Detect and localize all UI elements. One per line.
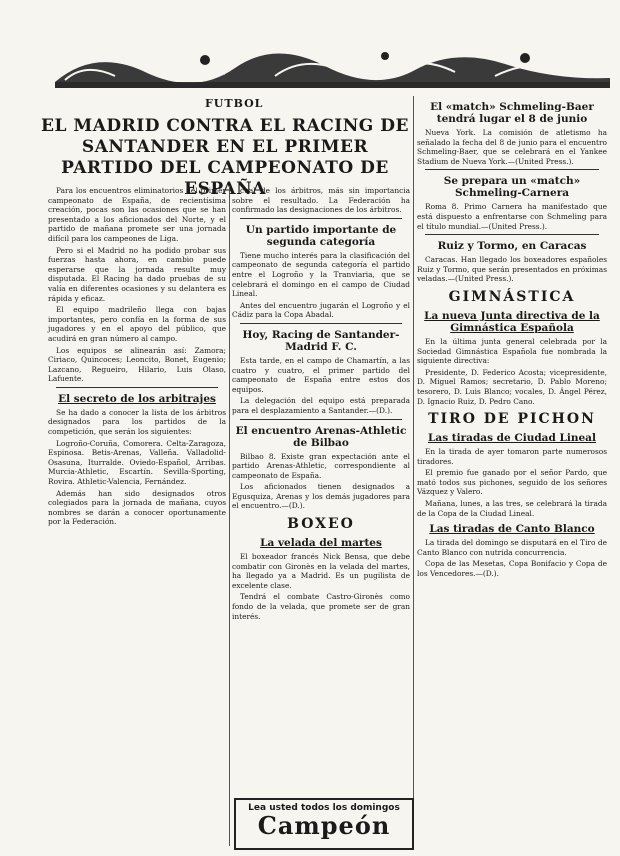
section-gimnastica: GIMNÁSTICA	[448, 288, 576, 305]
paragraph: Copa de las Mesetas, Copa Bonifacio y Copa de los Vencedores.—(D.).	[417, 559, 607, 579]
subhead-carnera: Se prepara un «match» Schmeling-Carnera	[443, 175, 581, 200]
divider	[240, 218, 402, 219]
column-divider	[229, 186, 230, 846]
subhead-ciudad-lineal: Las tiradas de Ciudad Lineal	[428, 432, 596, 445]
paragraph: El premio fue ganado por el señor Pardo, que mató todos sus pichones, seguido de los señores Vázquez y Valero.	[417, 468, 607, 497]
subhead-arbitrajes: El secreto de los arbitrajes	[58, 392, 216, 405]
paragraph: La delegación del equipo está preparada para el desplazamiento a Santander.—(D.).	[232, 396, 410, 415]
subhead-ruiz: Ruiz y Tormo, en Caracas	[437, 240, 587, 253]
paragraph: Esta tarde, en el campo de Chamartín, a las cuatro y cuatro, el primer partido del campeonato de España entre estos dos equipos.	[232, 355, 410, 394]
divider	[240, 323, 402, 324]
paragraph: Tiene mucho interés para la clasificación del campeonato de segunda categoría el partido entre el Logroño y la Tranviaria, que se celebrará el domingo en el campo de Ciudad Lineal.	[232, 250, 410, 299]
divider	[425, 169, 599, 170]
paragraph: cual de los árbitros, más sin importancia sobre el resultado. La Federación ha confirmado las designaciones de los árbitros.	[232, 186, 410, 215]
paragraph: Bilbao 8. Existe gran expectación ante el partido Arenas-Athletic, correspondiente al campeonato de España.	[232, 451, 410, 480]
paragraph: Antes del encuentro jugarán el Logroño y el Cádiz para la Copa Abadal.	[232, 300, 410, 320]
divider	[425, 234, 599, 235]
subhead-schmeling: El «match» Schmeling-Baer tendrá lugar el 8 de junio	[430, 101, 594, 125]
paragraph: El equipo madrileño llega con bajas importantes, pero confía en la forma de sus jugadores y en el apoyo del público, que acudirá en gran número al campo.	[48, 305, 226, 343]
subhead-canto-blanco: Las tiradas de Canto Blanco	[429, 523, 595, 536]
paragraph: Nueva York. La comisión de atletismo ha señalado la fecha del 8 de junio para el encuentro Schmeling-Baer, que se celebrará en el Yankee Stadium de Nueva York.—(United Press.).	[417, 128, 607, 166]
paragraph: En la última junta general celebrada por la Sociedad Gimnástica Española fue nombrada la siguiente directiva:	[417, 336, 607, 366]
paragraph: Además han sido designados otros colegiados para la jornada de mañana, cuyos nombres se darán a conocer oportunamente por la Federación.	[48, 488, 226, 527]
paragraph: Los aficionados tienen designados a Egusquiza, Arenas y los demás jugadores para el encuentro.—(D.).	[232, 482, 410, 511]
paragraph: Roma 8. Primo Carnera ha manifestado que está dispuesto a enfrentarse con Schmeling para el título mundial.—(United Press.).	[417, 202, 607, 231]
paragraph: En la tirada de ayer tomaron parte numerosos tiradores.	[417, 447, 607, 466]
main-headline: EL MADRID CONTRA EL RACING DE SANTANDER EN EL PRIMER PARTIDO DEL CAMPEONATO DE ESPAÑA	[41, 116, 409, 199]
subhead-velada: La velada del martes	[260, 537, 382, 550]
column-2	[232, 186, 410, 623]
paragraph: Tendrá el combate Castro-Gironès como fondo de la velada, que promete ser de gran interés.	[232, 592, 410, 621]
paragraph: Pero si el Madrid no ha podido probar sus fuerzas hasta ahora, en cambio puede esperarse que la jornada resulte muy disputada. El Racing ha dado pruebas de su valía en diferentes ocasiones y su delantera es rápida y eficaz.	[48, 245, 226, 303]
subhead-segunda: Un partido importante de segunda categoría	[245, 223, 397, 248]
paragraph: Caracas. Han llegado los boxeadores españoles Ruiz y Tormo, que serán presentados en próximas veladas.—(United Press.).	[417, 255, 607, 284]
subhead-hoy: Hoy, Racing de Santander-Madrid F. C.	[242, 328, 400, 353]
section-label: FUTBOL	[205, 97, 264, 110]
column-1	[48, 186, 226, 529]
section-tiro: TIRO DE PICHON	[428, 411, 596, 428]
ad-tagline: Lea usted todos los domingos	[248, 803, 400, 813]
paragraph: El boxeador francés Nick Bensa, que debe combatir con Gironès en la velada del martes, ha llegado ya a Madrid. Es un pugilista de excelente clase.	[232, 552, 410, 590]
campeon-advertisement	[234, 798, 414, 850]
paragraph: Presidente, D. Federico Acosta; vicepresidente, D. Miguel Ramos; secretario, D. Pablo Moreno; tesorero, D. Luis Blanco; vocales, D. Ángel Pérez, D. Ignacio Ruiz, D. Pedro Cano.	[417, 367, 607, 406]
subhead-junta: La nueva Junta directiva de la Gimnástica Española	[424, 309, 600, 334]
section-boxeo: BOXEO	[287, 516, 355, 533]
paragraph: Para los encuentros eliminatorios del primer campeonato de España, de recientísima creación, pocas son las ocasiones que se han presentado a los aficionados del Norte, y el partido de mañana promete ser una jornada difícil para los campeones de Liga.	[48, 186, 226, 243]
paragraph: Logroño-Coruña, Comorera. Celta-Zaragoza, Espinosa. Betis-Arenas, Valleña. Valladolid-Osasuna, Iturralde. Oviedo-Español, Arribas. Murcia-Athletic, Escartín. Sevilla-Sporting, Rovira. Athletic-Valencia, Fernández.	[48, 438, 226, 487]
divider	[56, 387, 218, 388]
paragraph: Mañana, lunes, a las tres, se celebrará la tirada de la Copa de la Ciudad Lineal.	[417, 499, 607, 518]
column-3	[417, 96, 607, 581]
ad-title: Campeón	[257, 811, 391, 840]
sports-banner-illustration	[55, 42, 610, 92]
divider	[240, 419, 402, 420]
paragraph: Los equipos se alinearán así: Zamora; Ciriaco, Quincoces; Leoncito, Bonet, Eugenio; Lazcano, Regueiro, Hilario, Luis Olaso, Lafuente.	[48, 345, 226, 384]
subhead-arenas: El encuentro Arenas-Athletic de Bilbao	[235, 424, 407, 449]
paragraph: La tirada del domingo se disputará en el Tiro de Canto Blanco con nutrida concurrencia.	[417, 538, 607, 557]
column-divider	[413, 96, 414, 846]
paragraph: Se ha dado a conocer la lista de los árbitros designados para los partidos de la competición, que serán los siguientes:	[48, 407, 226, 437]
